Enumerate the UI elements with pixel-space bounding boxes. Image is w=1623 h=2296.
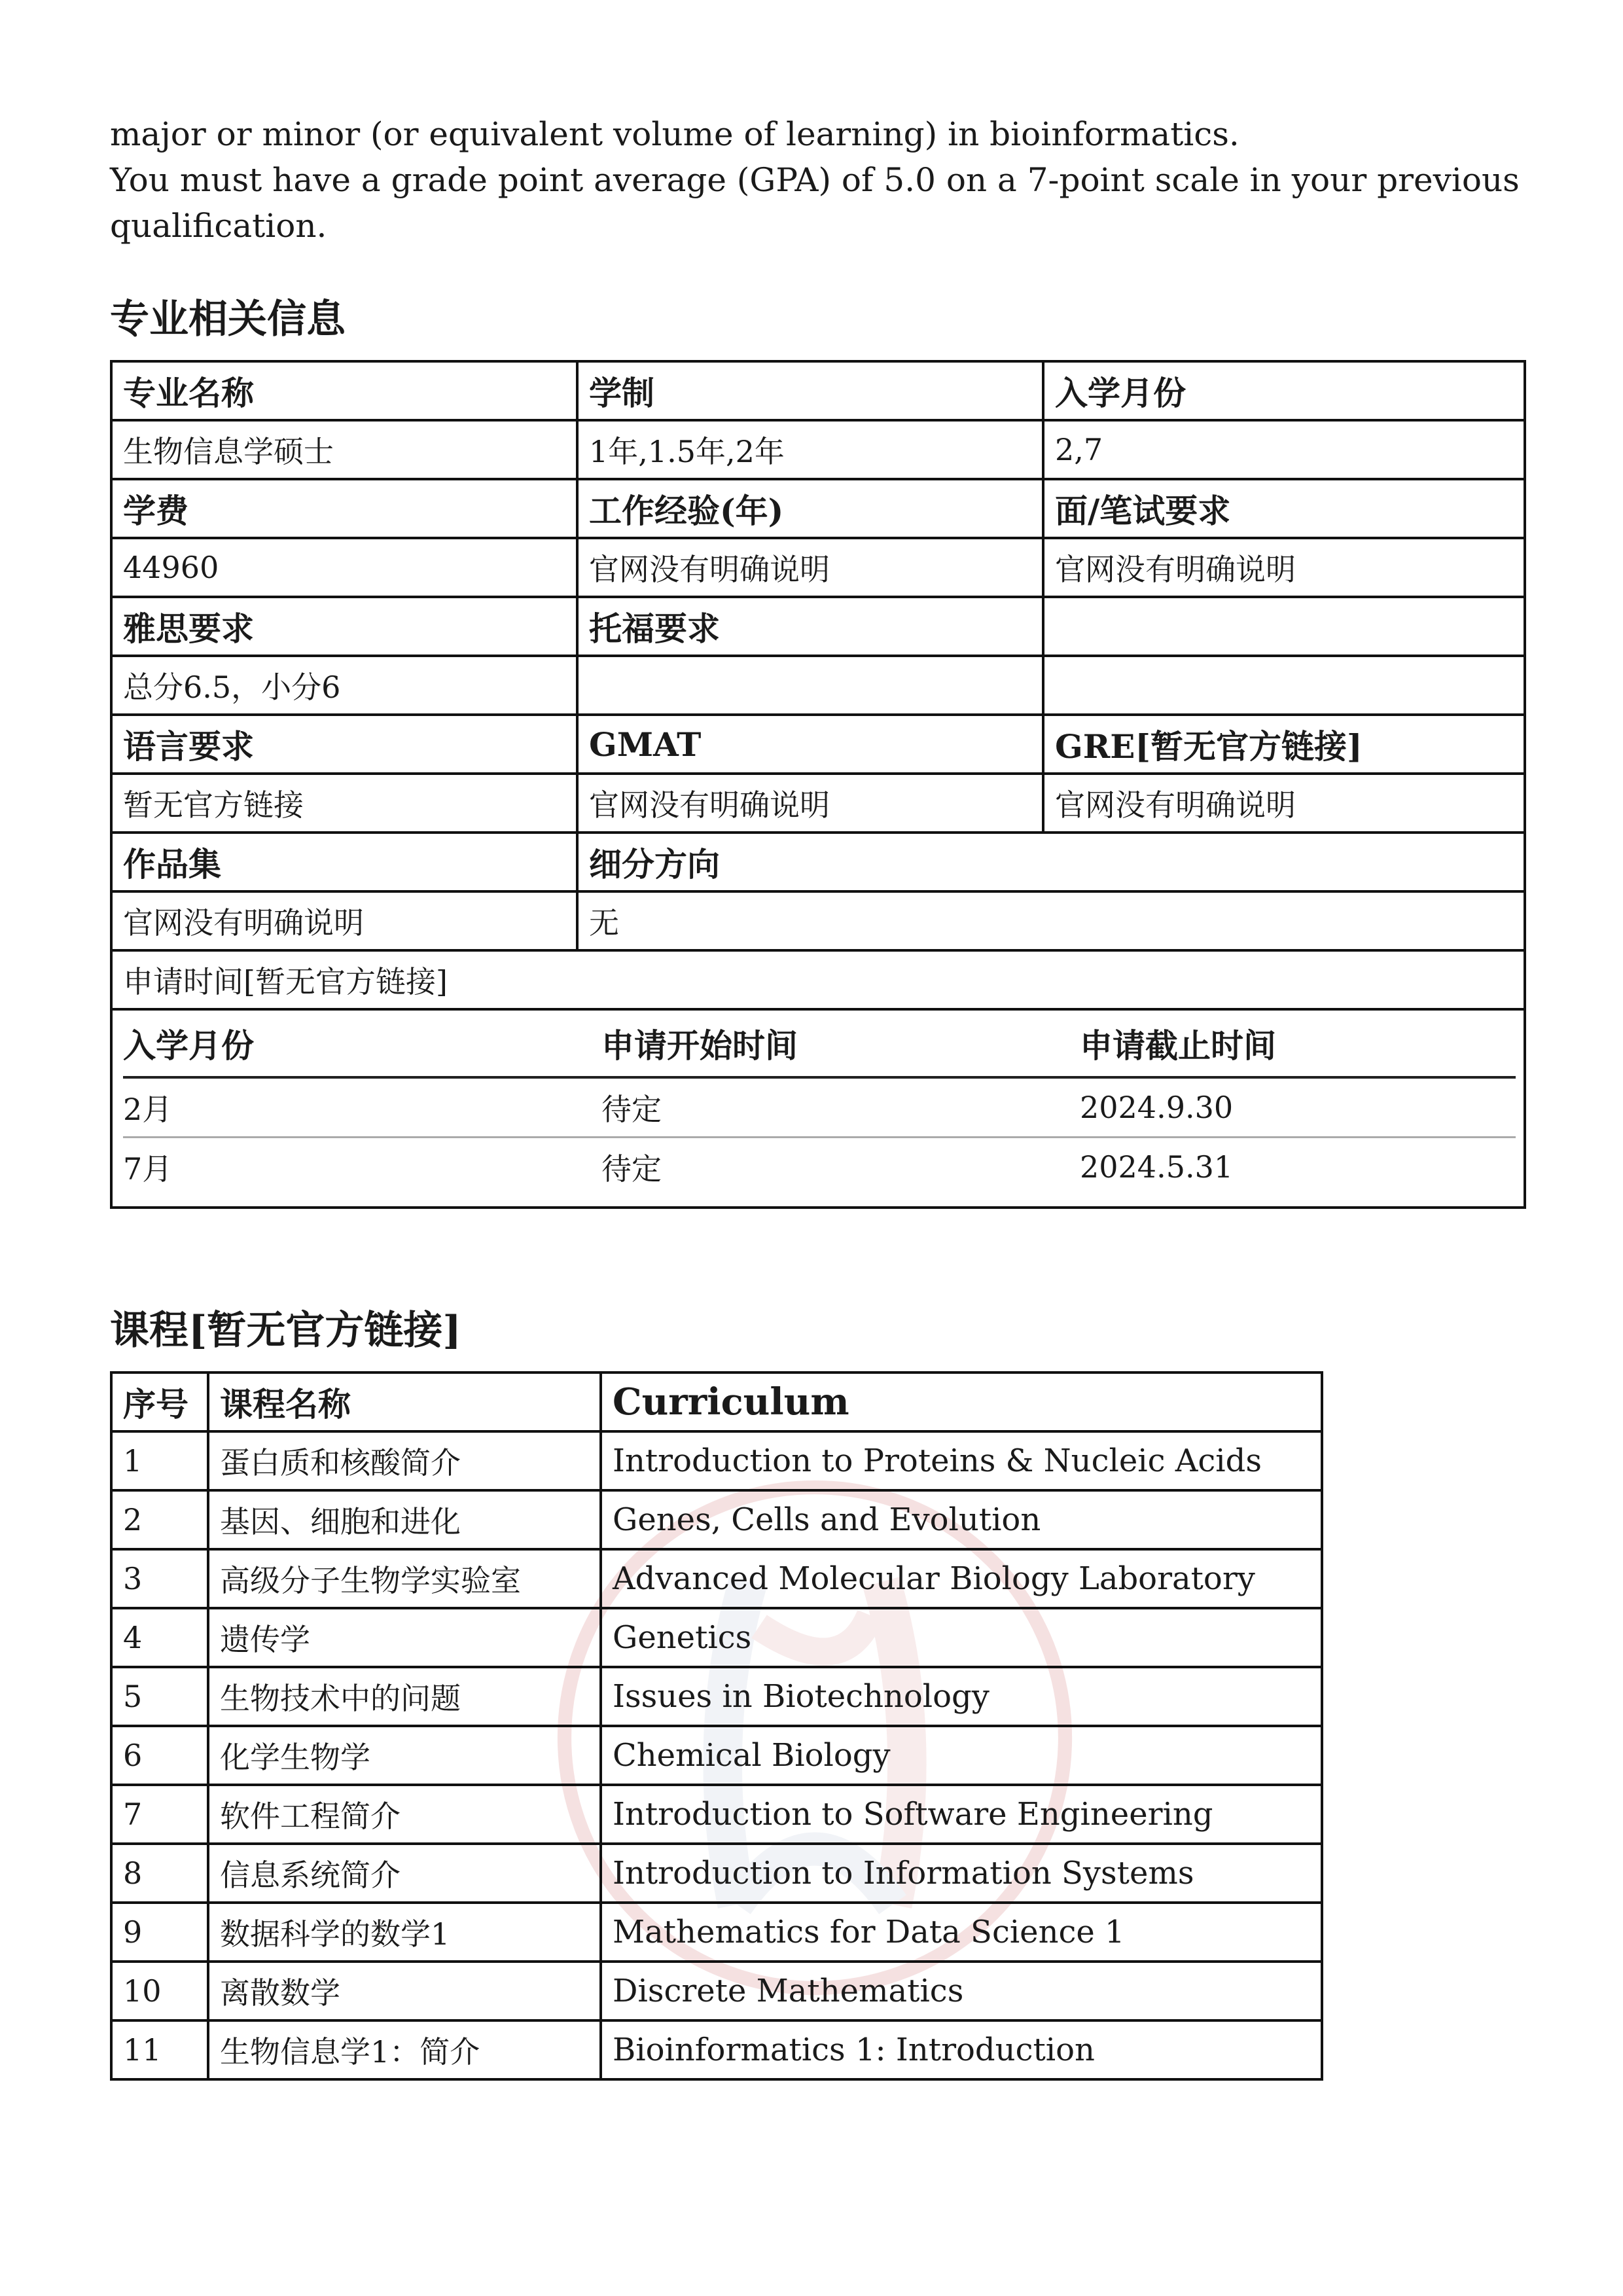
- table-row: [111, 1962, 1322, 2020]
- header-cell: 雅思要求: [111, 597, 577, 656]
- curriculum-cell: Advanced Molecular Biology Laboratory: [601, 1549, 1322, 1608]
- application-time-cell: [111, 1009, 1525, 1208]
- course-name-cell: 蛋白质和核酸简介: [208, 1431, 601, 1490]
- table-row: [111, 656, 1525, 715]
- application-time-table: [123, 1011, 1516, 1196]
- course-name-cell: 数据科学的数学1: [208, 1903, 601, 1962]
- intro-line: qualification.: [110, 207, 327, 245]
- header-cell: 学制: [577, 361, 1043, 420]
- header-cell: GRE[暂无官方链接]: [1043, 715, 1525, 774]
- curriculum-cell: Introduction to Proteins & Nucleic Acids: [601, 1431, 1322, 1490]
- table-header-row: [111, 833, 1525, 891]
- curriculum-cell: Chemical Biology: [601, 1726, 1322, 1785]
- course-name-cell: 基因、细胞和进化: [208, 1490, 601, 1549]
- value-cell: 暂无官方链接: [111, 774, 577, 833]
- value-cell: 总分6.5，小分6: [111, 656, 577, 715]
- curriculum-cell: Introduction to Software Engineering: [601, 1785, 1322, 1844]
- header-cell: 入学月份: [1043, 361, 1525, 420]
- table-row: [111, 1608, 1322, 1667]
- value-cell: 待定: [601, 1151, 662, 1187]
- value-cell: 44960: [111, 538, 577, 597]
- program-section-title: 专业相关信息: [110, 296, 346, 342]
- table-row: [111, 1844, 1322, 1903]
- table-row: [111, 420, 1525, 479]
- header-cell: 语言要求: [111, 715, 577, 774]
- intro-line: You must have a grade point average (GPA) of 5.0 on a 7-point scale in your previous: [110, 161, 1520, 199]
- table-row: [123, 1077, 1516, 1138]
- curriculum-cell: Genetics: [601, 1608, 1322, 1667]
- course-name-cell: 离散数学: [208, 1962, 601, 2020]
- header-cell: Curriculum: [601, 1372, 1322, 1431]
- table-header-row: [111, 597, 1525, 656]
- header-cell: 课程名称: [208, 1372, 601, 1431]
- course-name-cell: 信息系统简介: [208, 1844, 601, 1903]
- course-name-cell: 软件工程简介: [208, 1785, 601, 1844]
- course-name-cell: 生物技术中的问题: [208, 1667, 601, 1726]
- curriculum-cell: Introduction to Information Systems: [601, 1844, 1322, 1903]
- application-time-label: 申请时间[暂无官方链接]: [111, 950, 1525, 1009]
- course-section-title: 课程[暂无官方链接]: [110, 1308, 461, 1354]
- table-row: [111, 1490, 1322, 1549]
- document-page: [110, 111, 1524, 2081]
- course-name-cell: 化学生物学: [208, 1726, 601, 1785]
- value-cell: [1043, 656, 1525, 715]
- curriculum-cell: Discrete Mathematics: [601, 1962, 1322, 2020]
- value-cell: 官网没有明确说明: [577, 538, 1043, 597]
- value-cell: 2,7: [1043, 420, 1525, 479]
- value-cell: 2月: [123, 1077, 601, 1138]
- course-number-cell: 2: [111, 1490, 208, 1549]
- curriculum-cell: Issues in Biotechnology: [601, 1667, 1322, 1726]
- intro-line: major or minor (or equivalent volume of learning) in bioinformatics.: [110, 115, 1240, 153]
- course-table-body: [111, 1372, 1322, 2079]
- header-cell: [1043, 597, 1525, 656]
- table-row: [111, 774, 1525, 833]
- course-table: [110, 1371, 1323, 2081]
- course-number-cell: 11: [111, 2020, 208, 2079]
- table-row: [111, 950, 1525, 1009]
- header-cell: 托福要求: [577, 597, 1043, 656]
- course-name-cell: 生物信息学1：简介: [208, 2020, 601, 2079]
- course-number-cell: 6: [111, 1726, 208, 1785]
- value-cell: 无: [577, 891, 1525, 950]
- value-cell: [577, 656, 1043, 715]
- table-row: [111, 1549, 1322, 1608]
- table-header-row: [111, 361, 1525, 420]
- table-row: [111, 2020, 1322, 2079]
- table-header-row: [111, 1372, 1322, 1431]
- header-cell: 入学月份: [123, 1011, 601, 1077]
- table-row: [123, 1138, 1516, 1196]
- header-cell: 学费: [111, 479, 577, 538]
- course-name-cell: 遗传学: [208, 1608, 601, 1667]
- curriculum-cell: Genes, Cells and Evolution: [601, 1490, 1322, 1549]
- table-row: [111, 1903, 1322, 1962]
- course-number-cell: 8: [111, 1844, 208, 1903]
- header-cell: 作品集: [111, 833, 577, 891]
- curriculum-cell: Bioinformatics 1: Introduction: [601, 2020, 1322, 2079]
- value-cell: 官网没有明确说明: [1043, 538, 1525, 597]
- header-cell: 申请截止时间: [1080, 1011, 1516, 1077]
- course-number-cell: 4: [111, 1608, 208, 1667]
- curriculum-cell: Mathematics for Data Science 1: [601, 1903, 1322, 1962]
- table-row: [111, 538, 1525, 597]
- course-number-cell: 7: [111, 1785, 208, 1844]
- course-number-cell: 3: [111, 1549, 208, 1608]
- value-cell: 待定: [601, 1077, 1080, 1138]
- program-info-table: [110, 360, 1526, 1209]
- table-header-row: [111, 715, 1525, 774]
- course-number-cell: 10: [111, 1962, 208, 2020]
- course-number-cell: 1: [111, 1431, 208, 1490]
- value-cell: 2024.5.31: [1080, 1149, 1234, 1185]
- table-row: [111, 891, 1525, 950]
- header-cell: 序号: [111, 1372, 208, 1431]
- value-cell: 官网没有明确说明: [577, 774, 1043, 833]
- header-cell: 面/笔试要求: [1043, 479, 1525, 538]
- header-cell: GMAT: [577, 715, 1043, 774]
- table-header-row: [123, 1011, 1516, 1077]
- course-number-cell: 5: [111, 1667, 208, 1726]
- value-cell: 1年,1.5年,2年: [577, 420, 1043, 479]
- header-cell: 申请开始时间: [601, 1011, 1080, 1077]
- value-cell: 2024.9.30: [1080, 1077, 1516, 1138]
- header-cell: 细分方向: [577, 833, 1525, 891]
- value-cell: 官网没有明确说明: [1043, 774, 1525, 833]
- table-row: [111, 1726, 1322, 1785]
- value-cell: 7月: [123, 1151, 173, 1187]
- table-row: [111, 1667, 1322, 1726]
- course-number-cell: 9: [111, 1903, 208, 1962]
- table-row: [111, 1431, 1322, 1490]
- value-cell: 生物信息学硕士: [111, 420, 577, 479]
- table-header-row: [111, 479, 1525, 538]
- header-cell: 专业名称: [111, 361, 577, 420]
- header-cell: 工作经验(年): [577, 479, 1043, 538]
- application-time-row: [111, 1009, 1525, 1208]
- value-cell: 官网没有明确说明: [111, 891, 577, 950]
- course-name-cell: 高级分子生物学实验室: [208, 1549, 601, 1608]
- table-row: [111, 1785, 1322, 1844]
- intro-text: [110, 111, 1524, 249]
